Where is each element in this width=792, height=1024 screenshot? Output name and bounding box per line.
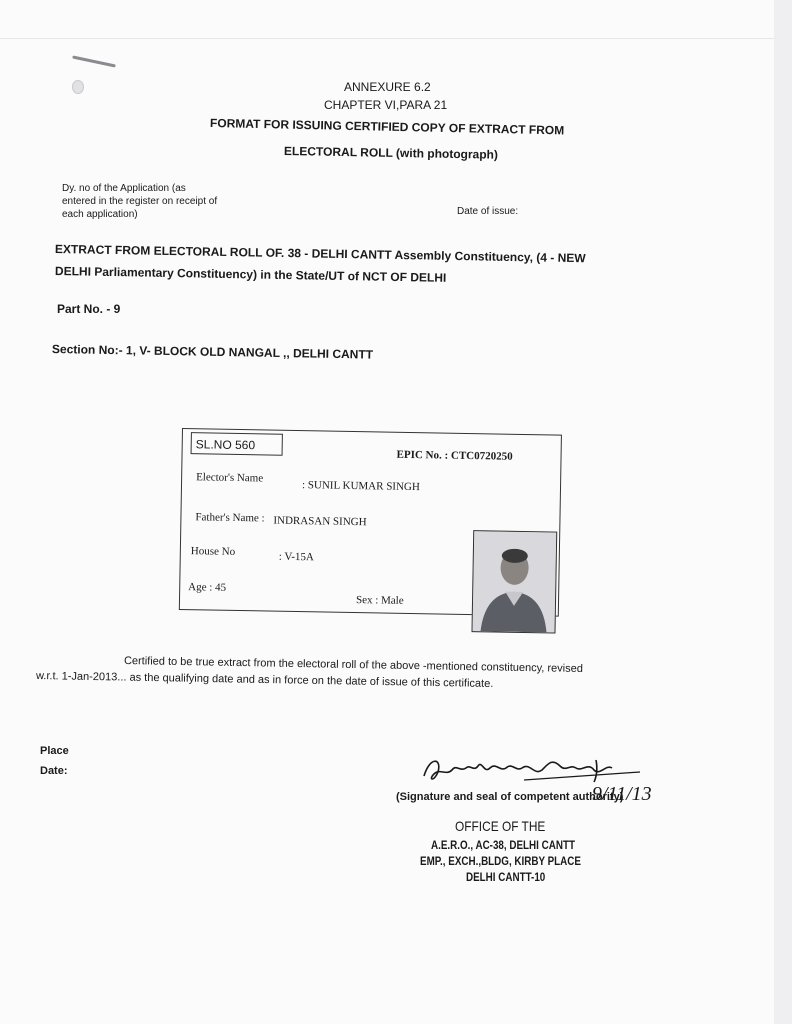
epic-number: EPIC No. : CTC0720250 — [396, 448, 513, 463]
place-label: Place — [40, 745, 69, 757]
date-of-issue-label: Date of issue: — [457, 206, 519, 217]
date-label: Date: — [40, 765, 68, 777]
signature-label: (Signature and seal of competent authority) — [396, 791, 624, 803]
extract-heading-line1: EXTRACT FROM ELECTORAL ROLL OF. 38 - DELHI CANTT Assembly Constituency, (4 - NEW — [54, 242, 586, 266]
father-name-label: Father's Name : — [195, 511, 265, 525]
office-stamp-line1: OFFICE OF THE — [455, 818, 546, 834]
elector-card — [179, 428, 562, 617]
chapter-label: CHAPTER VI,PARA 21 — [324, 98, 448, 112]
format-title-line1: FORMAT FOR ISSUING CERTIFIED COPY OF EXTRACT FROM — [209, 116, 565, 138]
annexure-label: ANNEXURE 6.2 — [344, 80, 431, 94]
punch-hole — [72, 80, 84, 94]
application-number-label: Dy. no of the Application (as entered in the register on receipt of each application) — [62, 183, 218, 220]
person-photo-icon — [472, 531, 556, 632]
staple-mark — [72, 55, 116, 67]
certification-line2: w.r.t. 1-Jan-2013... as the qualifying date and as in force on the date of issue of this certificate. — [35, 670, 494, 690]
age-value: Age : 45 — [188, 581, 227, 594]
format-title-line2: ELECTORAL ROLL (with photograph) — [283, 144, 499, 162]
elector-name-label: Elector's Name — [196, 471, 264, 485]
house-number-value: : V-15A — [278, 550, 315, 564]
underlying-page-edge — [774, 0, 792, 1024]
house-number-label: House No — [190, 545, 236, 558]
section-number: Section No:- 1, V- BLOCK OLD NANGAL ,, DELHI CANTT — [51, 342, 374, 362]
office-stamp-line4: DELHI CANTT-10 — [466, 870, 546, 884]
part-number: Part No. - 9 — [57, 302, 121, 316]
serial-number-box: SL.NO 560 — [191, 432, 283, 456]
handwritten-date: 9/11/13 — [592, 783, 652, 805]
extract-heading-line2: DELHI Parliamentary Constituency) in the State/UT of NCT OF DELHI — [54, 264, 447, 285]
certification-line1: Certified to be true extract from the electoral roll of the above -mentioned constituency, revised — [123, 655, 584, 676]
elector-photo — [471, 530, 557, 633]
paper-edge — [0, 38, 780, 39]
father-name-value: INDRASAN SINGH — [273, 514, 367, 529]
elector-name-value: : SUNIL KUMAR SINGH — [301, 479, 420, 494]
sex-value: Sex : Male — [355, 594, 404, 607]
office-stamp-line2: A.E.R.O., AC-38, DELHI CANTT — [431, 838, 575, 852]
office-stamp-line3: EMP., EXCH.,BLDG, KIRBY PLACE — [420, 854, 581, 868]
